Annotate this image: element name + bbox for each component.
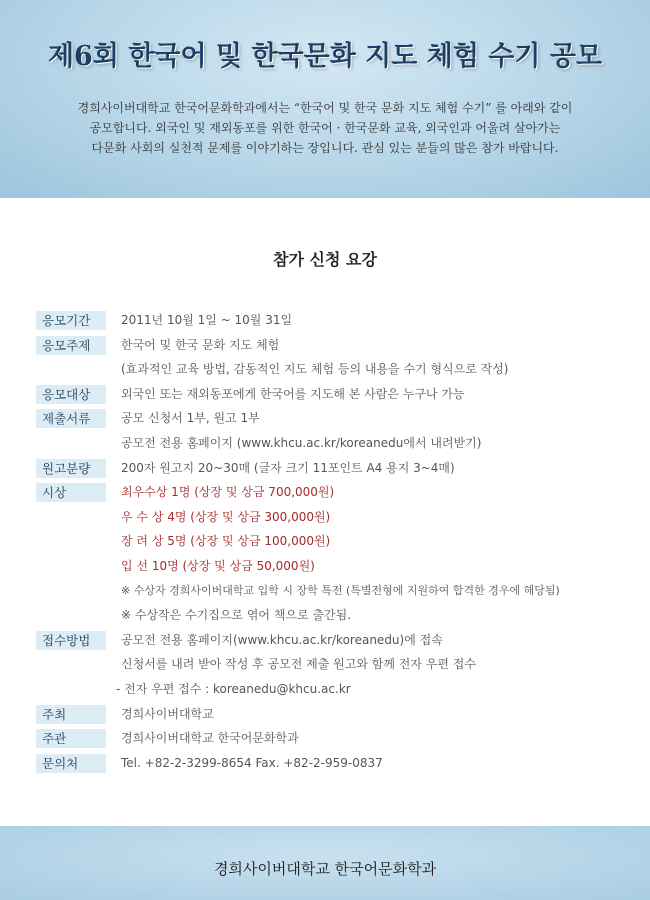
detail-row	[36, 628, 636, 653]
detail-row	[36, 357, 636, 382]
intro-line: 경희사이버대학교 한국어문화학과에서는 “한국어 및 한국 문화 지도 체험 수기” 를 아래와 같이	[77, 101, 573, 115]
detail-label: 주최	[36, 705, 106, 724]
detail-row	[36, 726, 636, 751]
detail-label: 응모대상	[36, 385, 106, 404]
detail-value: 입 선 10명 (상장 및 상금 50,000원)	[121, 558, 315, 573]
detail-row	[36, 579, 636, 604]
detail-value: 최우수상 1명 (상장 및 상금 700,000원)	[121, 485, 335, 500]
detail-row	[36, 308, 636, 333]
detail-value: - 전자 우편 접수 : koreanedu@khcu.ac.kr	[116, 681, 351, 696]
detail-row	[36, 505, 636, 530]
detail-row	[36, 382, 636, 407]
detail-row	[36, 529, 636, 554]
section-title: 참가 신청 요강	[273, 250, 377, 269]
detail-row	[36, 456, 636, 481]
detail-label: 시상	[36, 483, 106, 502]
detail-label: 주관	[36, 729, 106, 748]
detail-value: 한국어 및 한국 문화 지도 체험	[121, 337, 280, 352]
detail-label: 접수방법	[36, 631, 106, 650]
detail-value: (효과적인 교육 방법, 감동적인 지도 체험 등의 내용을 수기 형식으로 작성)	[121, 362, 509, 377]
detail-value: 신청서를 내려 받아 작성 후 공모전 제출 원고와 함께 전자 우편 접수	[121, 657, 476, 672]
detail-value: 우 수 상 4명 (상장 및 상금 300,000원)	[121, 509, 331, 524]
detail-value: 경희사이버대학교	[121, 706, 214, 721]
detail-label: 제출서류	[36, 409, 106, 428]
detail-value: 경희사이버대학교 한국어문화학과	[121, 731, 299, 746]
detail-value: 외국인 또는 재외동포에게 한국어를 지도해 본 사람은 누구나 가능	[121, 386, 465, 401]
detail-value: 200자 원고지 20~30매 (글자 크기 11포인트 A4 용지 3~4매)	[121, 460, 455, 475]
detail-row	[36, 431, 636, 456]
page-title: 제6회 한국어 및 한국문화 지도 체험 수기 공모	[47, 41, 603, 72]
detail-value: 장 려 상 5명 (상장 및 상금 100,000원)	[121, 534, 331, 549]
detail-value: Tel. +82-2-3299-8654 Fax. +82-2-959-0837	[121, 755, 383, 770]
detail-value: 공모전 전용 홈페이지(www.khcu.ac.kr/koreanedu)에 접속	[121, 632, 443, 647]
detail-value: 공모 신청서 1부, 원고 1부	[121, 411, 260, 426]
detail-row	[36, 554, 636, 579]
detail-label: 원고분량	[36, 459, 106, 478]
detail-row	[36, 702, 636, 727]
detail-label: 문의처	[36, 754, 106, 773]
detail-value: ※ 수상자 경희사이버대학교 입학 시 장학 특전 (특별전형에 지원하여 합격한 경우에 해당됨)	[121, 583, 560, 597]
detail-row	[36, 333, 636, 358]
intro-paragraph	[40, 98, 610, 158]
footer-text: 경희사이버대학교 한국어문화학과	[213, 860, 437, 878]
detail-row	[36, 480, 636, 505]
detail-label: 응모기간	[36, 311, 106, 330]
intro-line: 공모합니다. 외국인 및 재외동포를 위한 한국어 · 한국문화 교육, 외국인과 어울려 살아가는	[89, 121, 561, 135]
details-list	[36, 308, 636, 775]
detail-row	[36, 677, 636, 702]
intro-line: 다문화 사회의 실천적 문제를 이야기하는 장입니다. 관심 있는 분들의 많은 참가 바랍니다.	[91, 141, 559, 155]
detail-row	[36, 751, 636, 776]
detail-row	[36, 652, 636, 677]
detail-label: 응모주제	[36, 336, 106, 355]
detail-value: ※ 수상작은 수기집으로 엮어 책으로 출간됨.	[121, 608, 352, 623]
detail-value: 공모전 전용 홈페이지 (www.khcu.ac.kr/koreanedu에서 내려받기)	[121, 435, 482, 450]
detail-value: 2011년 10월 1일 ~ 10월 31일	[121, 313, 293, 327]
detail-row	[36, 406, 636, 431]
detail-row	[36, 603, 636, 628]
